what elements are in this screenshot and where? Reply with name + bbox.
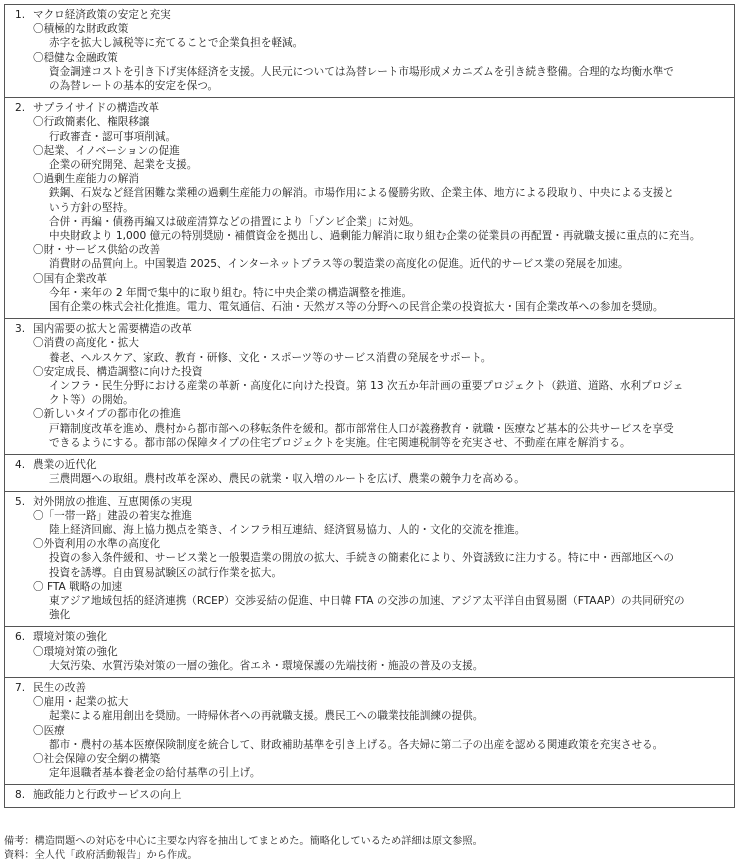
subsection-title: 〇外資利用の水準の高度化 xyxy=(33,538,161,551)
subsection-text-line: 企業の研究開発、起業を支援。 xyxy=(49,159,198,172)
subsection-title: 〇過剰生産能力の解消 xyxy=(33,173,139,186)
subsection-text-line: 赤字を拡大し減税等に充てることで企業負担を軽減。 xyxy=(49,37,304,50)
subsection-title: 〇行政簡素化、権限移譲 xyxy=(33,116,150,129)
policy-subsection xyxy=(33,724,728,752)
subsection-text-line: 中央財政より 1,000 億元の特別奨励・補償資金を拠出し、過剰能力解消に取り組む企業の従業員の再配置・再就職支援に重点的に充当。 xyxy=(49,230,701,243)
section-title-text: 対外開放の推進、互恵関係の実現 xyxy=(33,495,192,508)
policy-section xyxy=(5,678,734,785)
subsection-title: 〇 FTA 戦略の加速 xyxy=(33,580,123,593)
subsection-title: 〇穏健な金融政策 xyxy=(33,51,118,64)
policy-subsection xyxy=(33,695,728,723)
section-title xyxy=(15,322,728,336)
subsection-text-line: 投資を誘導。自由貿易試験区の試行作業を拡大。 xyxy=(49,566,283,579)
section-title xyxy=(15,101,728,115)
policy-subsection xyxy=(33,645,728,673)
subsection-text-line: 今年・来年の 2 年間で集中的に取り組む。特に中央企業の構造調整を推進。 xyxy=(49,286,413,299)
policy-subsection xyxy=(33,537,728,580)
section-title xyxy=(15,788,728,802)
subsection-text-line: 行政審査・認可事項削減。 xyxy=(49,130,177,143)
subsection-title: 〇消費の高度化・拡大 xyxy=(33,337,139,350)
policy-section xyxy=(5,98,734,319)
subsection-text-line: 都市・農村の基本医療保険制度を統合して、財政補助基準を引き上げる。各夫婦に第二子の出産を認める関連政策を充実させる。 xyxy=(49,738,664,751)
subsection-text-line: 合併・再編・債務再編又は破産清算などの措置により「ゾンビ企業」に対処。 xyxy=(49,215,420,228)
section-title-text: 国内需要の拡大と需要構造の改革 xyxy=(33,323,192,336)
subsection-text-line: 大気汚染、水質汚染対策の一層の強化。省エネ・環境保護の先端技術・施設の普及の支援。 xyxy=(49,659,484,672)
section-number: 6. xyxy=(15,631,26,644)
subsection-text-line: 戸籍制度改革を進め、農村から都市部への移転条件を緩和。都市部常住人口が義務教育・就職・医療など基本的公共サービスを享受 xyxy=(49,422,674,435)
subsection-title: 〇環境対策の強化 xyxy=(33,645,118,658)
policy-section xyxy=(5,627,734,678)
subsection-title: 〇新しいタイプの都市化の推進 xyxy=(33,408,181,421)
section-number: 4. xyxy=(15,459,26,472)
section-number: 1. xyxy=(15,9,26,21)
subsection-text-line: クト等）の開始。 xyxy=(49,394,134,407)
section-title-text: マクロ経済政策の安定と充実 xyxy=(33,9,171,21)
subsection-text-line: できるようにする。都市部の保障タイプの住宅プロジェクトを実施。住宅関連税制等を充実させ、不動産在庫を解消する。 xyxy=(49,436,631,449)
subsection-title: 〇安定成長、構造調整に向けた投資 xyxy=(33,365,203,378)
table-notes xyxy=(4,835,735,862)
subsection-title: 〇医療 xyxy=(33,724,65,737)
policy-section xyxy=(5,319,734,455)
section-title xyxy=(15,681,728,695)
section-title-text: 農業の近代化 xyxy=(33,459,97,472)
note-line: 備考：構造問題への対応を中心に主要な内容を抽出してまとめた。簡略化しているため詳細は原文参照。 xyxy=(4,836,483,847)
section-title xyxy=(15,495,728,509)
policy-section xyxy=(5,455,734,491)
subsection-text-line: 養老、ヘルスケア、家政、教育・研修、文化・スポーツ等のサービス消費の発展をサポート。 xyxy=(49,351,492,364)
subsection-text-line: 強化 xyxy=(49,609,71,622)
subsection-text-line: の為替レートの基本的安定を保つ。 xyxy=(49,80,219,93)
section-title-text: 施政能力と行政サービスの向上 xyxy=(33,789,182,802)
policy-subsection xyxy=(33,144,728,172)
section-title xyxy=(15,8,728,22)
policy-subsection xyxy=(33,272,728,315)
subsection-text-line: 定年退職者基本養老金の給付基準の引上げ。 xyxy=(49,767,261,780)
policy-subsection xyxy=(33,365,728,408)
policy-section xyxy=(5,492,734,628)
subsection-title: 〇社会保障の安全網の構築 xyxy=(33,752,161,765)
policy-subsection xyxy=(33,115,728,143)
policy-section xyxy=(5,785,734,806)
subsection-text-line: いう方針の堅持。 xyxy=(49,201,134,214)
subsection-text-line: 起業による雇用創出を奨励。一時帰休者への再就職支援。農民工への職業技能訓練の提供。 xyxy=(49,710,484,723)
policy-subsection xyxy=(33,407,728,450)
section-number: 7. xyxy=(15,681,26,694)
section-title-text: 環境対策の強化 xyxy=(33,631,108,644)
subsection-text-line: 消費財の品質向上。中国製造 2025、インターネットプラス等の製造業の高度化の促進。近代的サービス業の発展を加速。 xyxy=(49,258,629,271)
policy-subsection xyxy=(33,580,728,623)
note-line: 資料：全人代「政府活動報告」から作成。 xyxy=(4,849,198,861)
section-title-text: 民生の改善 xyxy=(33,681,86,694)
policy-subsection xyxy=(33,336,728,364)
policy-subsection xyxy=(33,472,728,486)
subsection-text-line: 東アジア地域包括的経済連携（RCEP）交渉妥結の促進、中日韓 FTA の交渉の加速、アジア太平洋自由貿易圏（FTAAP）の共同研究の xyxy=(49,594,685,607)
subsection-title: 〇国有企業改革 xyxy=(33,272,108,285)
policy-subsection xyxy=(33,752,728,780)
subsection-text-line: インフラ・民生分野における産業の革新・高度化に向けた投資。第 13 次五か年計画の重要プロジェクト（鉄道、道路、水利プロジェ xyxy=(49,380,684,393)
section-title-text: サプライサイドの構造改革 xyxy=(33,102,160,115)
subsection-text-line: 国有企業の株式会社化推進。電力、電気通信、石油・天然ガス等の分野への民営企業の投資拡大・国有企業改革への参加を奨励。 xyxy=(49,301,664,314)
subsection-title: 〇積極的な財政政策 xyxy=(33,23,129,36)
subsection-text-line: 資金調達コストを引き下げ実体経済を支援。人民元については為替レート市場形成メカニズムを引き続き整備。合理的な均衡水準で xyxy=(49,65,674,78)
section-title xyxy=(15,630,728,644)
subsection-text-line: 鉄鋼、石炭など経営困難な業種の過剰生産能力の解消。市場作用による優勝劣敗、企業主体、地方による段取り、中央による支援と xyxy=(49,187,675,200)
policy-subsection xyxy=(33,22,728,50)
policy-subsection xyxy=(33,509,728,537)
subsection-title: 〇起業、イノベーションの促進 xyxy=(33,144,180,157)
section-number: 5. xyxy=(15,495,26,508)
subsection-text-line: 投資の参入条件緩和、サービス業と一般製造業の開放の拡大、手続きの簡素化により、外資誘致に注力する。特に中・西部地区への xyxy=(49,552,675,565)
subsection-title: 〇「一帯一路」建設の着実な推進 xyxy=(33,509,192,522)
section-number: 3. xyxy=(15,323,26,336)
subsection-text-line: 三農問題への取組。農村改革を深め、農民の就業・収入増のルートを広げ、農業の競争力を高める。 xyxy=(49,473,525,486)
section-title xyxy=(15,458,728,472)
section-number: 8. xyxy=(15,789,26,802)
section-number: 2. xyxy=(15,102,26,115)
subsection-title: 〇雇用・起業の拡大 xyxy=(33,696,129,709)
subsection-text-line: 陸上経済回廊、海上協力拠点を築き、インフラ相互連結、経済貿易協力、人的・文化的交流を推進。 xyxy=(49,523,526,536)
policy-subsection xyxy=(33,243,728,271)
subsection-title: 〇財・サービス供給の改善 xyxy=(33,244,161,257)
policy-section xyxy=(5,5,734,98)
policy-table xyxy=(4,4,735,808)
policy-subsection xyxy=(33,51,728,94)
policy-subsection xyxy=(33,172,728,243)
